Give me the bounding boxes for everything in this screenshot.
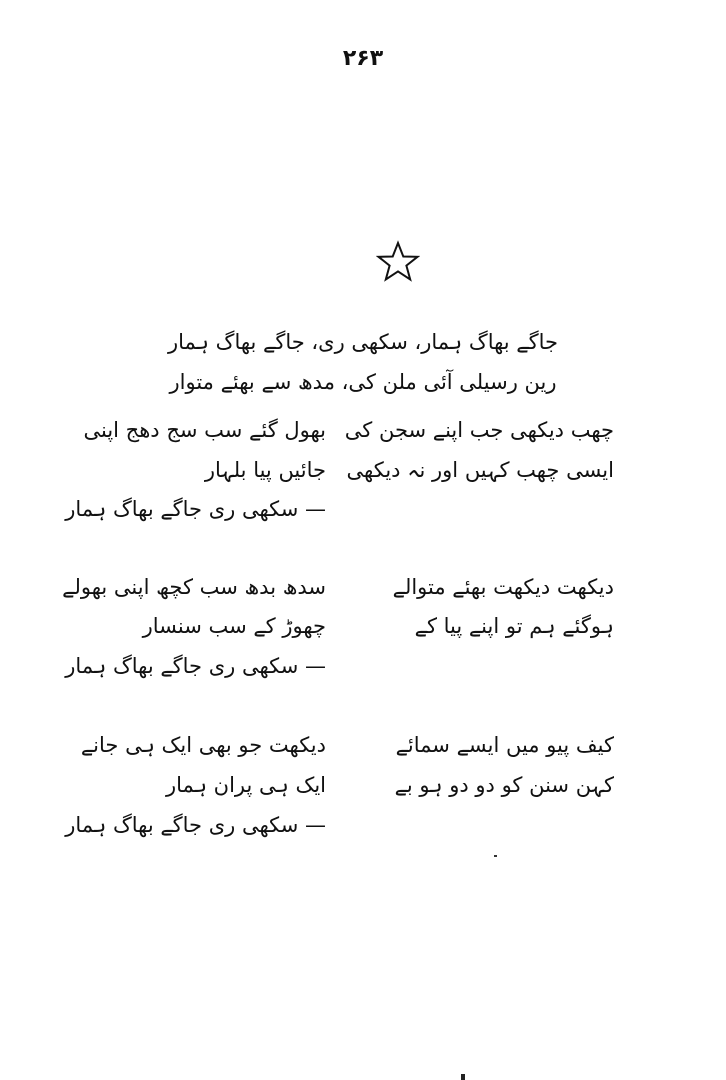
print-speck [494,855,497,857]
stanza-3-left-line-1: دیکھت جو بھی ایک ہی جانے [80,733,326,757]
stanza-3-refrain: — سکھی ری جاگے بھاگ ہمار [65,813,326,837]
stanza-1-left-line-2: جائیں پیا بلہار [204,458,326,482]
stanza-3-right-line-1: کیف پیو میں ایسے سمائے [395,733,614,757]
stanza-3-left-line-2: ایک ہی پران ہمار [166,773,326,797]
intro-line-2: رین رسیلی آئی ملن کی، مدھ سے بھئے متوار [169,370,557,394]
stanza-2-right-line-1: دیکھت دیکھت بھئے متوالے [392,575,614,599]
stanza-2-left-line-2: چھوڑ کے سب سنسار [142,614,326,638]
stanza-1-refrain: — سکھی ری جاگے بھاگ ہمار [65,497,326,521]
star-outline-icon [376,240,420,284]
stanza-1-left-line-1: بھول گئے سب سج دھج اپنی [83,418,326,442]
stanza-3-right-line-2: کہن سنن کو دو دو ہو بے [394,773,614,797]
stanza-2-left-line-1: سدھ بدھ سب کچھ اپنی بھولے [62,575,326,599]
stanza-1-right-line-2: ایسی چھب کہیں اور نہ دیکھی [346,458,614,482]
page-number: ۲۶۳ [342,46,384,71]
stanza-1-right-line-1: چھب دیکھی جب اپنے سجن کی [344,418,614,442]
stanza-2-right-line-2: ہوگئے ہم تو اپنے پیا کے [414,614,614,638]
print-speck [461,1074,465,1080]
intro-line-1: جاگے بھاگ ہمار، سکھی ری، جاگے بھاگ ہمار [167,330,558,354]
stanza-2-refrain: — سکھی ری جاگے بھاگ ہمار [65,654,326,678]
